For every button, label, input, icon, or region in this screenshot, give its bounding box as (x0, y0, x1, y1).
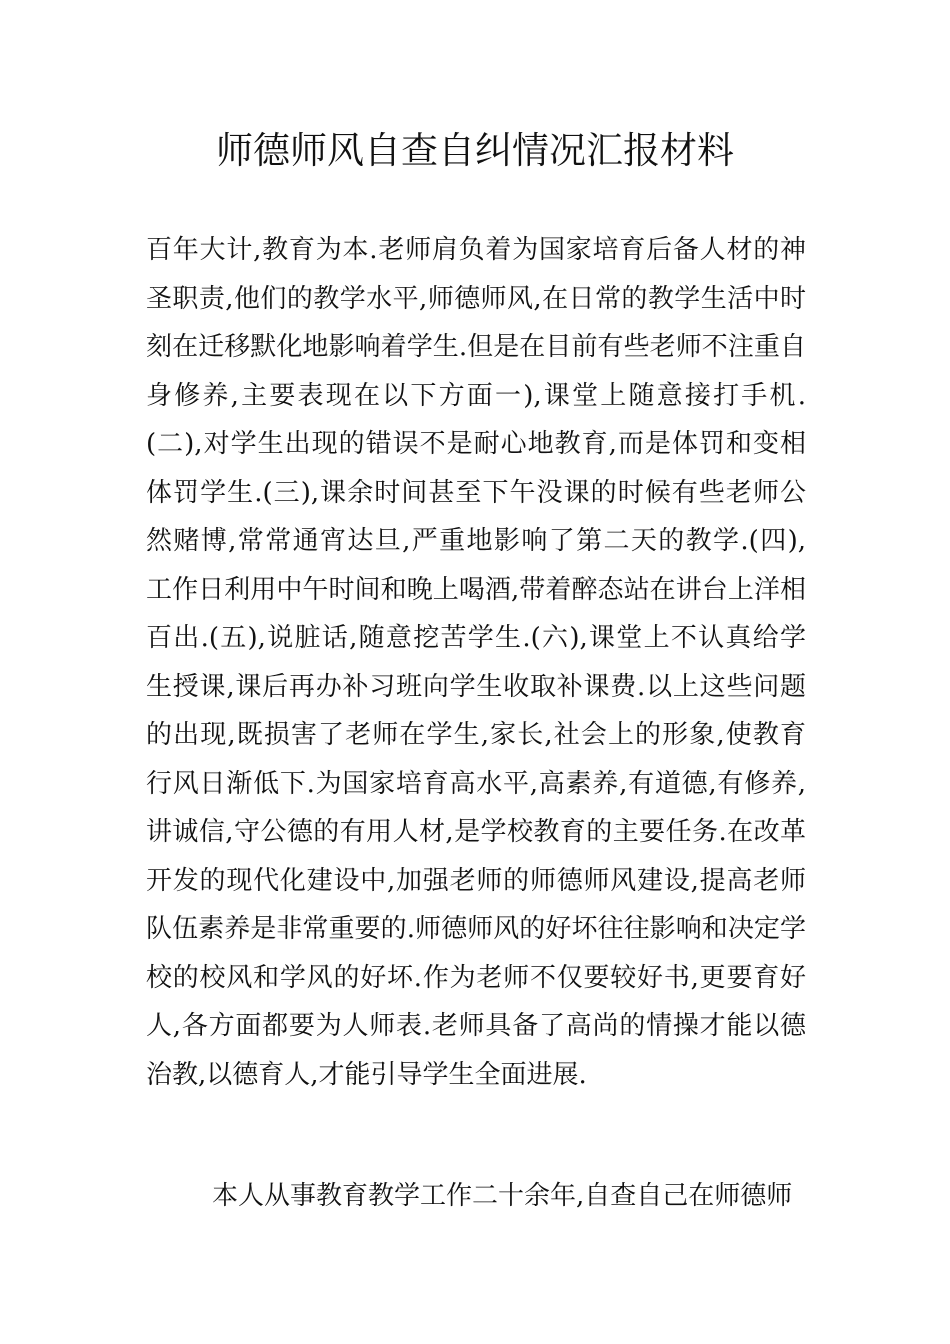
paragraph-line: 的出现,既损害了老师在学生,家长,社会上的形象,使教育 (146, 720, 806, 750)
paragraph-line: 百年大计,教育为本.老师肩负着为国家培育后备人材的神 (146, 235, 806, 265)
paragraph-line: 讲诚信,守公德的有用人材,是学校教育的主要任务.在改革 (146, 817, 806, 847)
paragraph-line: 圣职责,他们的教学水平,师德师风,在日常的教学生活中时 (146, 283, 806, 314)
paragraph-line: 人,各方面都要为人师表.老师具备了高尚的情操才能以德 (146, 1011, 806, 1041)
body-paragraph-2 (146, 1172, 806, 1221)
paragraph-line: 百出.(五),说脏话,随意挖苦学生.(六),课堂上不认真给学 (146, 623, 806, 653)
paragraph-line: 刻在迁移默化地影响着学生.但是在目前有些老师不注重自 (146, 332, 806, 362)
paragraph-line: 本人从事教育教学工作二十余年,自查自己在师德师 (212, 1181, 793, 1211)
paragraph-line: 治教,以德育人,才能引导学生全面进展. (146, 1059, 587, 1090)
document-title: 师德师风自查自纠情况汇报材料 (216, 129, 734, 172)
paragraph-line: 校的校风和学风的好坏.作为老师不仅要较好书,更要育好 (146, 962, 806, 993)
paragraph-line: 开发的现代化建设中,加强老师的师德师风建设,提高老师 (146, 865, 806, 896)
paragraph-line: 工作日利用中午时间和晚上喝酒,带着醉态站在讲台上洋相 (146, 574, 806, 605)
paragraph-line: 行风日渐低下.为国家培育高水平,高素养,有道德,有修养, (146, 768, 806, 799)
paragraph-line: 然赌博,常常通宵达旦,严重地影响了第二天的教学.(四), (146, 526, 806, 556)
paragraph-line: 队伍素养是非常重要的.师德师风的好坏往往影响和决定学 (146, 914, 806, 944)
body-paragraph-1 (146, 226, 806, 1099)
paragraph-line: (二),对学生出现的错误不是耐心地教育,而是体罚和变相 (146, 429, 806, 459)
paragraph-line: 生授课,课后再办补习班向学生收取补课费.以上这些问题 (146, 671, 806, 702)
paragraph-line: 身修养,主要表现在以下方面一),课堂上随意接打手机. (146, 380, 806, 411)
paragraph-line: 体罚学生.(三),课余时间甚至下午没课的时候有些老师公 (146, 477, 806, 508)
